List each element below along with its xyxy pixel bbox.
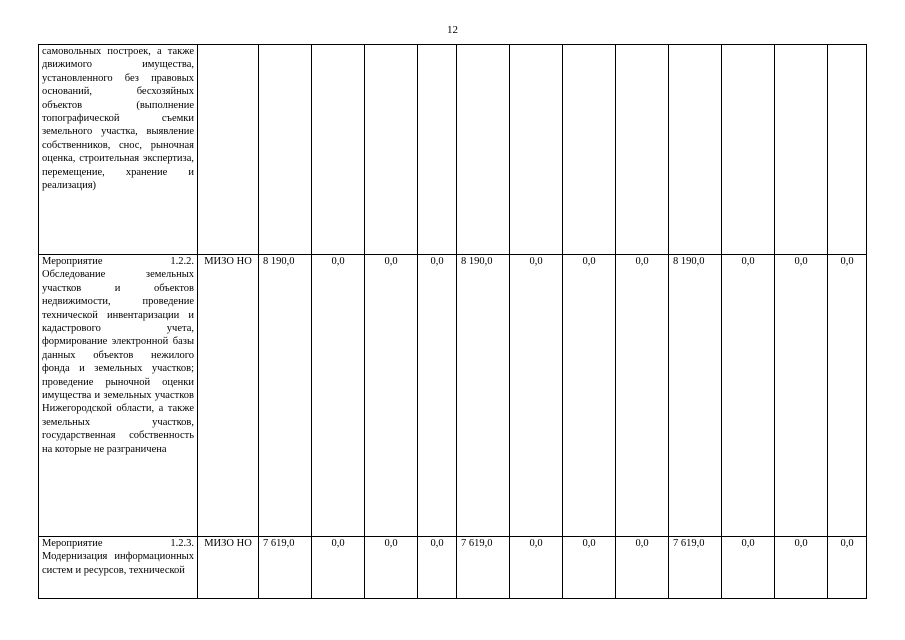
value-cell: 0,0	[828, 255, 867, 537]
row-description: самовольных построек, а также движимого имущества, установленного без правовых оснований, бесхозяйных объектов (выполнение топографической съемки земельного участка, выявление собственников, снос, рыночная оценка, строительная экспертиза, перемещение, хранение и реализация)	[39, 45, 198, 255]
value-cell: 0,0	[563, 255, 616, 537]
value-cell	[563, 45, 616, 255]
value-cell: 0,0	[775, 537, 828, 599]
value-cell	[616, 45, 669, 255]
value-cell: 7 619,0	[669, 537, 722, 599]
page-number: 12	[447, 24, 458, 36]
table-row	[39, 537, 867, 599]
table-row	[39, 45, 867, 255]
value-cell: 0,0	[616, 255, 669, 537]
value-cell: 7 619,0	[259, 537, 312, 599]
value-cell: 0,0	[365, 537, 418, 599]
value-cell: 0,0	[418, 255, 457, 537]
table-row	[39, 255, 867, 537]
value-cell: 8 190,0	[669, 255, 722, 537]
value-cell	[365, 45, 418, 255]
value-cell	[259, 45, 312, 255]
value-cell	[312, 45, 365, 255]
value-cell	[722, 45, 775, 255]
budget-table	[38, 44, 867, 599]
row-description: Мероприятие 1.2.3. Модернизация информационных систем и ресурсов, технической	[39, 537, 198, 599]
value-cell: 0,0	[563, 537, 616, 599]
value-cell: 0,0	[418, 537, 457, 599]
value-cell: 0,0	[722, 537, 775, 599]
value-cell: 0,0	[510, 255, 563, 537]
value-cell	[775, 45, 828, 255]
value-cell: 0,0	[312, 255, 365, 537]
value-cell: 7 619,0	[457, 537, 510, 599]
row-executor: МИЗО НО	[198, 537, 259, 599]
value-cell	[828, 45, 867, 255]
value-cell	[510, 45, 563, 255]
value-cell	[669, 45, 722, 255]
value-cell: 8 190,0	[259, 255, 312, 537]
value-cell: 0,0	[312, 537, 365, 599]
value-cell: 0,0	[365, 255, 418, 537]
value-cell: 0,0	[775, 255, 828, 537]
row-executor	[198, 45, 259, 255]
value-cell: 0,0	[616, 537, 669, 599]
row-executor: МИЗО НО	[198, 255, 259, 537]
row-description: Мероприятие 1.2.2. Обследование земельных участков и объектов недвижимости, проведение технической инвентаризации и кадастрового учета, формирование электронной базы данных объектов нежилого фонда и земельных участков; проведение рыночной оценки имущества и земельных участков Нижегородской области, а также земельных участков, государственная собственность на которые не разграничена	[39, 255, 198, 537]
value-cell	[418, 45, 457, 255]
value-cell	[457, 45, 510, 255]
value-cell: 8 190,0	[457, 255, 510, 537]
value-cell: 0,0	[828, 537, 867, 599]
value-cell: 0,0	[722, 255, 775, 537]
value-cell: 0,0	[510, 537, 563, 599]
